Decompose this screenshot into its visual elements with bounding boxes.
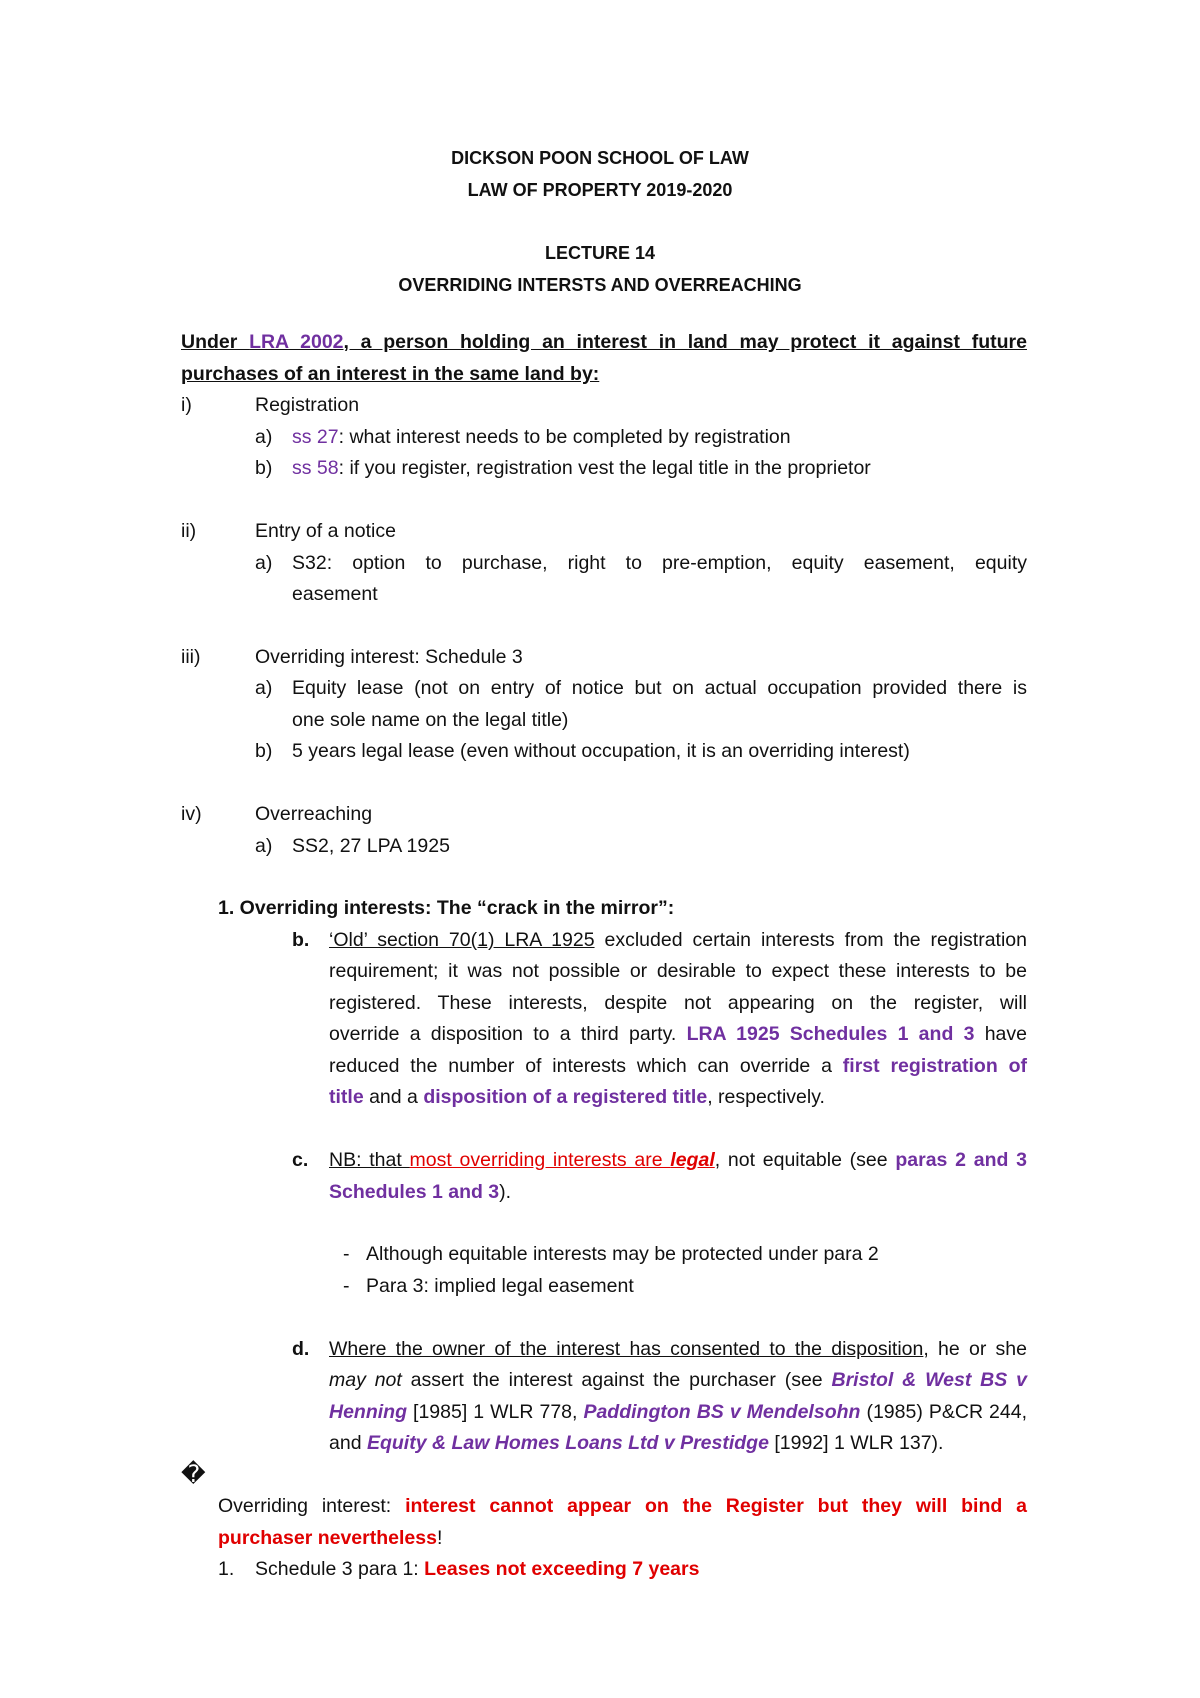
dash-item-2: Para 3: implied legal easement <box>366 1275 634 1297</box>
section-1-d-line-3-end: (1985) P&CR 244, <box>860 1401 1027 1423</box>
henning-case: Henning <box>329 1401 407 1423</box>
item-iv-number: iv) <box>181 803 202 825</box>
item-ii-a-line-2: easement <box>292 583 378 605</box>
section-1-heading: 1. Overriding interests: The “crack in the mirror”: <box>218 897 675 919</box>
section-1-b-line-6-and: and a <box>363 1086 424 1108</box>
section-1-d-number: d. <box>292 1338 310 1360</box>
section-1-b-number: b. <box>292 929 310 951</box>
overriding-label: Overriding interest: <box>218 1495 406 1517</box>
section-1-b-line-5 <box>329 1054 1027 1078</box>
course-title: LAW OF PROPERTY 2019-2020 <box>467 180 733 200</box>
item-i-a-text <box>292 425 791 449</box>
lra-1925-schedules-ref: LRA 1925 Schedules 1 and 3 <box>686 1023 975 1045</box>
overriding-line-2 <box>218 1526 442 1550</box>
item-ii-number: ii) <box>181 520 197 542</box>
item-i-number: i) <box>181 394 192 416</box>
title-ref: title <box>329 1086 364 1108</box>
section-1-b-line-6-end: , respectively. <box>707 1086 825 1108</box>
item-ii-title: Entry of a notice <box>255 520 396 542</box>
ss58-ref: ss 58 <box>292 457 339 479</box>
section-1-b-line-1-text: excluded certain interests from the registration <box>594 929 1027 951</box>
section-1-c-line-1 <box>329 1148 1027 1172</box>
intro-line-2: purchases of an interest in the same land by: <box>181 363 600 385</box>
section-1-d-line-3 <box>329 1400 1027 1424</box>
item-iii-b-number: b) <box>255 740 273 762</box>
section-1-c-line-2-end: ). <box>499 1181 512 1203</box>
item-i-a-number: a) <box>255 426 273 448</box>
section-1-b-line-3: registered. These interests, despite not appearing on the register, will <box>329 992 1027 1014</box>
section-1-c-number: c. <box>292 1149 309 1171</box>
school-name: DICKSON POON SCHOOL OF LAW <box>451 148 749 168</box>
overriding-line-1 <box>218 1494 1027 1518</box>
item-iii-number: iii) <box>181 646 201 668</box>
section-1-b-line-4 <box>329 1022 1027 1046</box>
old-section-70-ref: ‘Old’ section 70(1) LRA 1925 <box>329 929 595 951</box>
section-1-b-line-5-text: reduced the number of interests which can override a <box>329 1055 843 1077</box>
item-i-b-text <box>292 456 871 480</box>
intro-text: , a person holding an interest in land may protect it against future <box>343 331 1027 353</box>
dash-bullet-1: - <box>343 1243 350 1265</box>
section-1-b-line-6 <box>329 1085 825 1109</box>
section-1-d-line-4 <box>329 1431 943 1455</box>
item-iii-title: Overriding interest: Schedule 3 <box>255 646 523 668</box>
dash-item-1: Although equitable interests may be protected under para 2 <box>366 1243 879 1265</box>
disposition-registered-title-ref: disposition of a registered title <box>423 1086 708 1108</box>
leases-not-exceeding-7-years: Leases not exceeding 7 years <box>424 1558 700 1580</box>
dash-bullet-2: - <box>343 1275 350 1297</box>
item-iv-title: Overreaching <box>255 803 373 825</box>
intro-lra-ref: LRA 2002 <box>249 331 344 353</box>
overriding-exclaim: ! <box>436 1527 443 1549</box>
item-iii-a-line-1: Equity lease (not on entry of notice but on actual occupation provided there is <box>292 677 1027 699</box>
item-iii-a-number: a) <box>255 677 273 699</box>
overriding-definition: interest cannot appear on the Register but they will bind a <box>405 1495 1027 1517</box>
item-i-title: Registration <box>255 394 360 416</box>
section-1-d-line-1-end: , he or she <box>923 1338 1027 1360</box>
item-iv-a-number: a) <box>255 835 273 857</box>
may-not-emphasis: may not <box>329 1369 402 1391</box>
item-iii-a-line-2: one sole name on the legal title) <box>292 709 569 731</box>
lecture-number: LECTURE 14 <box>544 243 656 263</box>
schedule-3-para-1: Schedule 3 para 1: <box>255 1558 425 1580</box>
section-1-b-line-2: requirement; it was not possible or desirable to expect these interests to be <box>329 960 1027 982</box>
most-overriding-legal-text: most overriding interests are <box>409 1149 671 1171</box>
section-1-d-line-4-end: [1992] 1 WLR 137). <box>768 1432 944 1454</box>
item-iii-b-text: 5 years legal lease (even without occupation, it is an overriding interest) <box>292 740 910 762</box>
schedule-item-1-number: 1. <box>218 1558 235 1580</box>
replacement-char-bullet-icon: � <box>181 1461 206 1488</box>
ss27-ref: ss 27 <box>292 426 339 448</box>
section-1-c-line-1-text: , not equitable (see <box>714 1149 896 1171</box>
legal-emphasis: legal <box>670 1149 715 1171</box>
schedules-1-3-ref: Schedules 1 and 3 <box>329 1181 500 1203</box>
schedule-item-1 <box>255 1557 699 1581</box>
section-1-d-line-4-and: and <box>329 1432 367 1454</box>
item-i-b-number: b) <box>255 457 273 479</box>
paras-2-3-ref: paras 2 and 3 <box>895 1149 1027 1171</box>
consent-clause: Where the owner of the interest has consented to the disposition <box>329 1338 924 1360</box>
section-1-d-line-2-text: assert the interest against the purchaser (see <box>401 1369 832 1391</box>
section-1-d-line-2 <box>329 1368 1027 1392</box>
item-ii-a-line-1: S32: option to purchase, right to pre-emption, equity easement, equity <box>292 552 1027 574</box>
nb-label: NB: that <box>329 1149 410 1171</box>
section-1-b-line-4-end: have <box>974 1023 1027 1045</box>
section-1-d-line-1 <box>329 1337 1027 1361</box>
overriding-definition-end: purchaser nevertheless <box>218 1527 437 1549</box>
item-iv-a-text: SS2, 27 LPA 1925 <box>292 835 450 857</box>
intro-line-1 <box>181 330 1027 354</box>
paddington-case: Paddington BS v Mendelsohn <box>583 1401 861 1423</box>
item-ii-a-number: a) <box>255 552 273 574</box>
equity-law-homes-case: Equity & Law Homes Loans Ltd v Prestidge <box>366 1432 769 1454</box>
lecture-topic: OVERRIDING INTERSTS AND OVERREACHING <box>398 275 802 295</box>
section-1-c-line-2 <box>329 1180 511 1204</box>
intro-under: Under <box>181 331 250 353</box>
section-1-d-line-3-citation: [1985] 1 WLR 778, <box>407 1401 584 1423</box>
section-1-b-line-4-text: override a disposition to a third party. <box>329 1023 687 1045</box>
first-registration-ref: first registration of <box>842 1055 1027 1077</box>
item-i-a-desc: : what interest needs to be completed by registration <box>338 426 791 448</box>
section-1-b-line-1 <box>329 928 1027 952</box>
item-i-b-desc: : if you register, registration vest the legal title in the proprietor <box>338 457 871 479</box>
bristol-west-case: Bristol & West BS v <box>831 1369 1027 1391</box>
